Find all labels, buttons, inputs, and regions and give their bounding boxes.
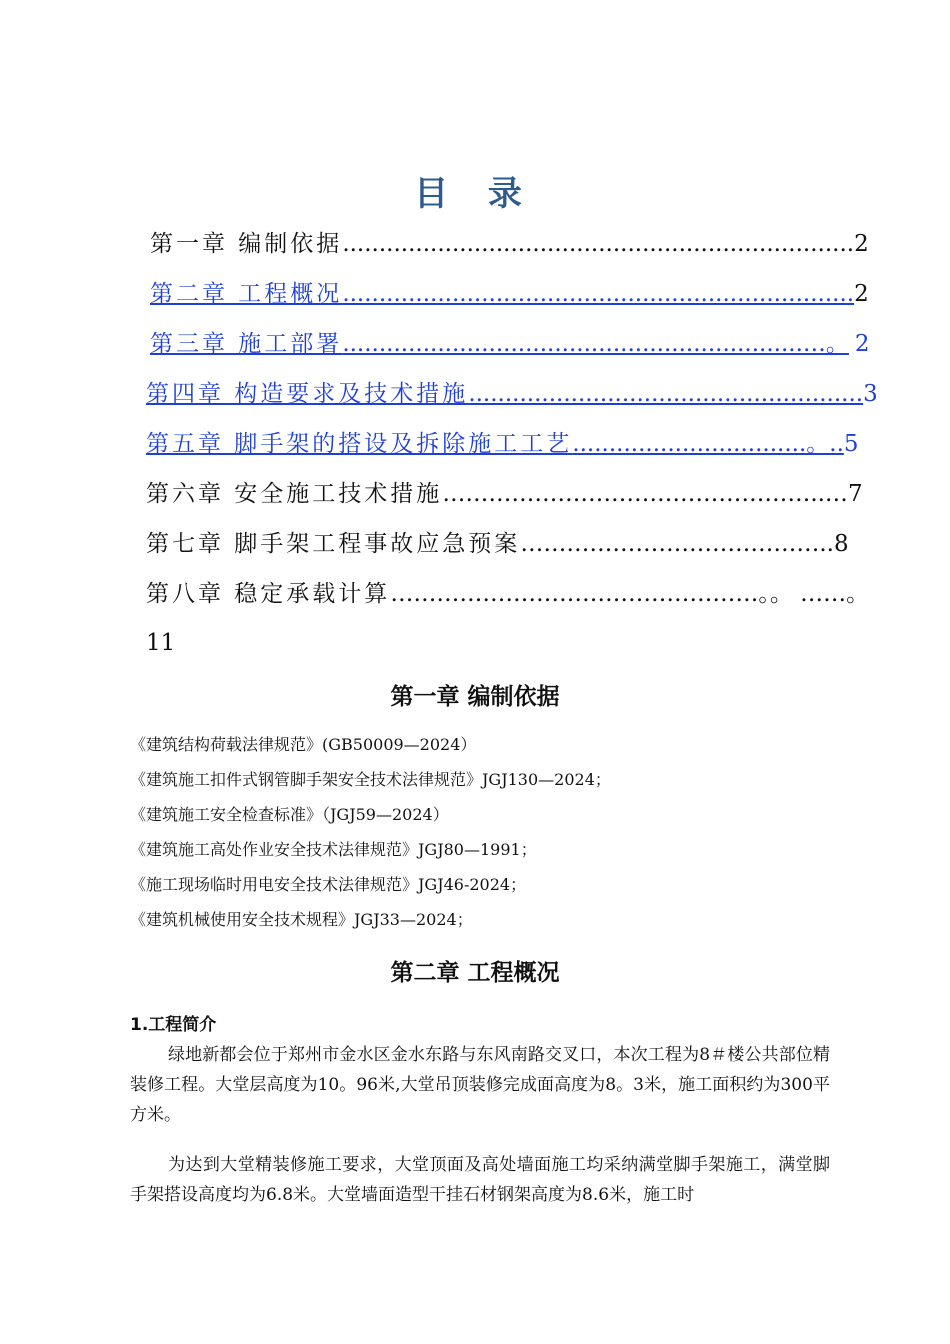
toc-item-leader: ………………………………….. — [520, 531, 834, 557]
toc-item-page: 2 — [854, 231, 869, 257]
toc-item-leader: …………………………………………。。 ……。 — [390, 581, 870, 607]
toc-item-label: 第一章 编制依据 — [150, 231, 343, 257]
toc-item-6[interactable] — [146, 476, 863, 512]
toc-item-leader: ...................................................................... — [342, 231, 855, 257]
toc-item-leader: ...............................................................…。 — [342, 331, 849, 357]
toc-item-leader: …………………………………………..… — [442, 481, 848, 507]
toc-item-label: 第八章 稳定承载计算 — [146, 581, 391, 607]
reference-item: 《建筑施工安全检查标准》（JGJ59—2024） — [130, 805, 449, 824]
toc-item-page: 2 — [854, 331, 870, 357]
section-heading: 1.工程简介 — [130, 1015, 217, 1035]
toc-item-1[interactable] — [150, 226, 869, 262]
paragraph: 为达到大堂精装修施工要求，大堂顶面及高处墙面施工均采纳满堂脚手架施工，满堂脚手架搭设高度均为6.8米。大堂墙面造型干挂石材钢架高度为8.6米，施工时 — [130, 1155, 830, 1205]
toc-item-7[interactable] — [146, 526, 849, 562]
toc-item-4[interactable] — [146, 376, 878, 412]
toc-title: 目 录 — [414, 174, 536, 214]
toc-item-page: 2 — [854, 281, 869, 307]
reference-item: 《建筑机械使用安全技术规程》JGJ33—2024； — [130, 910, 473, 929]
reference-item: 《建筑结构荷载法律规范》(GB50009—2024） — [130, 735, 477, 754]
toc-item-page: 3 — [863, 381, 878, 407]
toc-item-label: 第三章 施工部署 — [150, 331, 343, 357]
chapter1-title: 第一章 编制依据 — [390, 684, 560, 710]
toc-item-page: 7 — [847, 481, 863, 507]
reference-item: 《施工现场临时用电安全技术法律规范》JGJ46-2024； — [130, 875, 527, 894]
toc-item-label: 第四章 构造要求及技术措施 — [146, 381, 469, 407]
toc-item-label: 第二章 工程概况 — [150, 281, 343, 307]
toc-item-label: 第六章 安全施工技术措施 — [146, 481, 443, 507]
reference-item: 《建筑施工扣件式钢管脚手架安全技术法律规范》JGJ130—2024； — [130, 770, 611, 789]
toc-item-leader: ................................。.. — [572, 431, 844, 457]
chapter2-title: 第二章 工程概况 — [390, 960, 560, 986]
paragraph: 绿地新都会位于郑州市金水区金水东路与东风南路交叉口，本次工程为8＃楼公共部位精装修工程。大堂层高度为10。96米,大堂吊顶装修完成面高度为8。3米，施工面积约为300平方米。 — [130, 1045, 830, 1125]
toc-item-label: 第五章 脚手架的搭设及拆除施工工艺 — [146, 431, 573, 457]
toc-item-3[interactable] — [150, 326, 870, 362]
toc-item-8-page: 11 — [146, 630, 176, 656]
toc-item-page: 8 — [833, 531, 849, 557]
toc-item-leader: ...................................................... — [468, 381, 864, 407]
toc-item-leader: ...................................................................... — [342, 281, 855, 307]
toc-item-2[interactable] — [150, 276, 869, 312]
toc-item-5[interactable] — [146, 426, 859, 462]
toc-item-label: 第七章 脚手架工程事故应急预案 — [146, 531, 521, 557]
toc-item-page: 5 — [843, 431, 859, 457]
reference-item: 《建筑施工高处作业安全技术法律规范》JGJ80—1991； — [130, 840, 537, 859]
toc-item-8[interactable] — [146, 576, 870, 612]
